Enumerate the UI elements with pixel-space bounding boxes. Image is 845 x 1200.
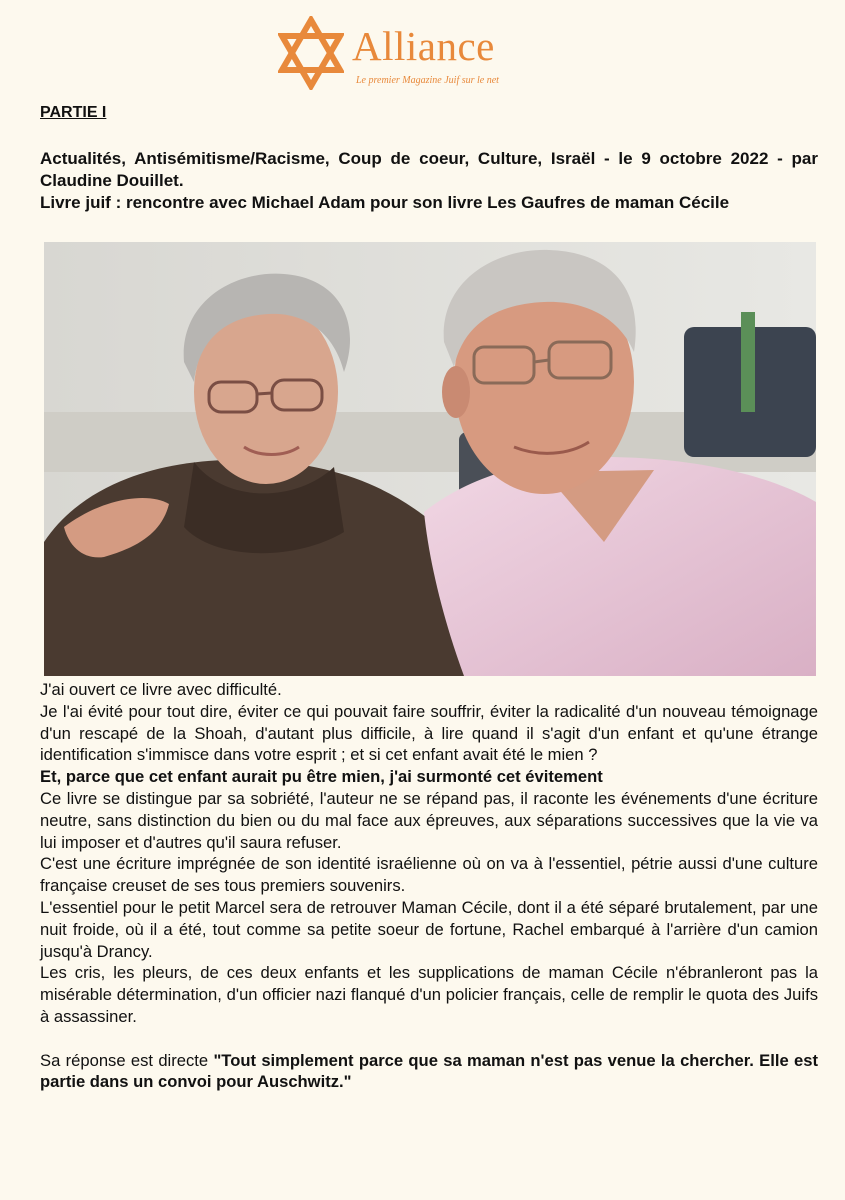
logo-wordmark[interactable]: Alliance — [352, 23, 495, 69]
article-byline: Actualités, Antisémitisme/Racisme, Coup de coeur, Culture, Israël - le 9 octobre 2022 - par Claudine Douillet. — [40, 149, 818, 190]
paragraph: Ce livre se distingue par sa sobriété, l'auteur ne se répand pas, il raconte les événements d'une écriture neutre, sans distinction du bien ou du mal face aux épreuves, aux séparations successives que la vie va lui imposer et d'autres qu'il saura refuser. — [40, 788, 818, 852]
final-intro: Sa réponse est directe — [40, 1050, 214, 1070]
article-body — [40, 679, 818, 1093]
article-photo — [44, 242, 816, 676]
couple-photo-illustration — [44, 242, 816, 676]
paragraph: Les cris, les pleurs, de ces deux enfants et les supplications de maman Cécile n'ébranleront pas la misérable détermination, d'un officier nazi flanqué d'un policier français, celle de remplir le quota des Juifs à assassiner. — [40, 963, 818, 1026]
logo-tagline: Le premier Magazine Juif sur le net — [356, 75, 499, 86]
final-quote: "Tout simplement parce que sa maman n'est pas venue la chercher. Elle est partie dans un convoi pour Auschwitz." — [40, 1050, 818, 1092]
masthead — [0, 12, 845, 92]
article-header — [40, 148, 818, 214]
article-title: Livre juif : rencontre avec Michael Adam pour son livre Les Gaufres de maman Cécile — [40, 193, 730, 212]
star-of-david-icon — [278, 16, 344, 90]
paragraph: J'ai ouvert ce livre avec difficulté. — [40, 680, 282, 699]
paragraph: Je l'ai évité pour tout dire, éviter ce qui pouvait faire souffrir, éviter la radicalité d'un nouveau témoignage d'un rescapé de la Shoah, d'autant plus difficile, à lire quand il s'agit d'un enfant et qu'une étrange identification s'immisce dans votre esprit ; et si cet enfant avait été le mien ? — [40, 701, 818, 765]
paragraph: C'est une écriture imprégnée de son identité israélienne où on va à l'essentiel, pétrie aussi d'une culture française creuset de ses tous premiers souvenirs. — [40, 854, 818, 896]
paragraph: L'essentiel pour le petit Marcel sera de retrouver Maman Cécile, dont il a été séparé brutalement, par une nuit froide, où il a été, tout comme sa petite soeur de fortune, Rachel embarqué à l'arrière d'un camion jusqu'à Drancy. — [40, 897, 818, 961]
paragraph-emphasis: Et, parce que cet enfant aurait pu être mien, j'ai surmonté cet évitement — [40, 767, 603, 787]
final-paragraph — [40, 1050, 818, 1094]
part-title: PARTIE I — [40, 104, 107, 121]
paragraph-gap — [40, 1028, 818, 1050]
